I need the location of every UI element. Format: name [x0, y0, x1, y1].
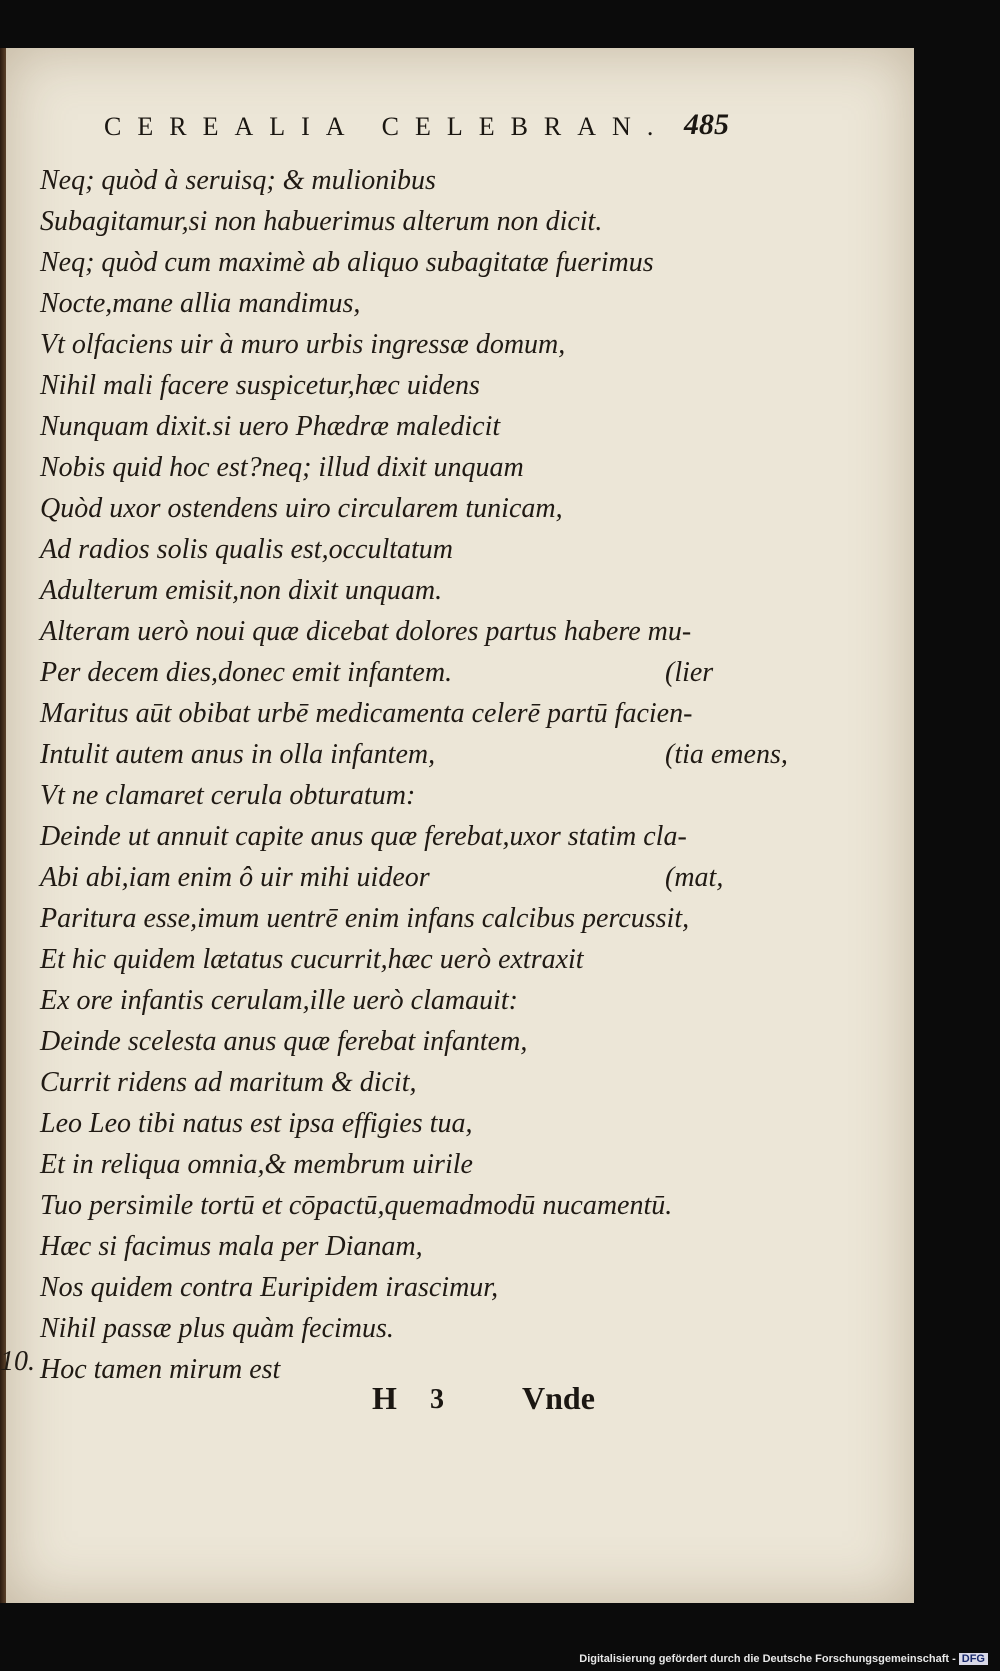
text-line-content: Intulit autem anus in olla infantem,: [40, 739, 436, 770]
text-line-content: Et in reliqua omnia,& membrum uirile: [40, 1149, 473, 1180]
text-line-content: Nocte,mane allia mandimus,: [40, 288, 361, 319]
text-line-content: Maritus aūt obibat urbē medicamenta celerē partū facien-: [40, 698, 693, 729]
text-line: [40, 693, 740, 734]
text-line: [40, 775, 740, 816]
text-line-content: Neq; quòd cum maximè ab aliquo subagitatæ fuerimus: [40, 247, 654, 278]
text-line: [40, 447, 740, 488]
text-line-content: Deinde ut annuit capite anus quæ ferebat,uxor statim cla-: [40, 821, 687, 852]
text-line-content: Vt ne clamaret cerula obturatum:: [40, 780, 416, 811]
digitization-footer: [579, 1653, 988, 1665]
text-line-content: Leo Leo tibi natus est ipsa effigies tua,: [40, 1108, 473, 1139]
text-line-content: Vt olfaciens uir à muro urbis ingressæ domum,: [40, 329, 566, 360]
text-line-content: Subagitamur,si non habuerimus alterum non dicit.: [40, 206, 603, 237]
dfg-logo: DFG: [959, 1653, 988, 1665]
text-line-content: Nobis quid hoc est?neq; illud dixit unquam: [40, 452, 524, 483]
text-line: [40, 406, 740, 447]
verse-text-block: [40, 160, 788, 1390]
running-title: CEREALIA CELEBRAN.: [104, 112, 670, 141]
text-line: [40, 488, 740, 529]
text-line: [40, 529, 740, 570]
text-line: [40, 160, 740, 201]
text-line-content: Deinde scelesta anus quæ ferebat infantem,: [40, 1026, 528, 1057]
text-line-content: Paritura esse,imum uentrē enim infans calcibus percussit,: [40, 903, 690, 934]
text-line: [40, 611, 740, 652]
text-line-content: Adulterum emisit,non dixit unquam.: [40, 575, 443, 606]
text-line: [40, 365, 740, 406]
text-line: [40, 1144, 740, 1185]
turnover-fragment: (mat,: [665, 862, 724, 893]
text-line-content: Hæc si facimus mala per Dianam,: [40, 1231, 423, 1262]
text-line: [40, 1103, 740, 1144]
text-line: [40, 1267, 740, 1308]
text-line: [40, 939, 740, 980]
page-number: 485: [684, 108, 729, 141]
text-line: [40, 201, 740, 242]
text-line-content: Neq; quòd à seruisq; & mulionibus: [40, 165, 436, 196]
text-line-content: Currit ridens ad maritum & dicit,: [40, 1067, 417, 1098]
text-line: [40, 1308, 740, 1349]
text-line-content: Quòd uxor ostendens uiro circularem tunicam,: [40, 493, 563, 524]
text-line: [40, 816, 740, 857]
signature-number: 3: [430, 1384, 444, 1415]
text-line-content: Et hic quidem lætatus cucurrit,hæc uerò extraxit: [40, 944, 584, 975]
text-line-content: Abi abi,iam enim ô uir mihi uideor: [40, 862, 430, 893]
text-line-content: Ex ore infantis cerulam,ille uerò clamauit:: [40, 985, 518, 1016]
text-line: [40, 1021, 740, 1062]
text-line: [40, 980, 740, 1021]
footer-credit: Digitalisierung gefördert durch die Deutsche Forschungsgemeinschaft -: [579, 1653, 956, 1665]
signature-letter: H: [372, 1380, 397, 1416]
text-line: [40, 1062, 740, 1103]
text-line: [40, 1185, 740, 1226]
turnover-fragment: (lier: [665, 657, 714, 688]
catchword: Vnde: [522, 1380, 595, 1416]
text-line-content: Nos quidem contra Euripidem irascimur,: [40, 1272, 499, 1303]
text-line-content: Ad radios solis qualis est,occultatum: [40, 534, 453, 565]
turnover-fragment: (tia emens,: [665, 739, 788, 770]
text-line: [40, 324, 740, 365]
text-line: [40, 242, 740, 283]
text-line: [40, 734, 788, 775]
text-line-content: Nihil passæ plus quàm fecimus.: [40, 1313, 394, 1344]
text-line-content: Nihil mali facere suspicetur,hæc uidens: [40, 370, 480, 401]
text-line: [40, 898, 740, 939]
text-line: [40, 570, 740, 611]
text-line: [40, 857, 740, 898]
text-line: [40, 652, 740, 693]
text-line-content: Nunquam dixit.si uero Phædræ maledicit: [40, 411, 501, 442]
text-line-content: Hoc tamen mirum est: [40, 1354, 281, 1385]
text-line-content: Per decem dies,donec emit infantem.: [40, 657, 453, 688]
text-line-content: Alteram uerò noui quæ dicebat dolores partus habere mu-: [40, 616, 692, 647]
text-line: [40, 283, 740, 324]
margin-line-number: 10.: [0, 1346, 35, 1377]
text-line: [40, 1226, 740, 1267]
text-line-content: Tuo persimile tortū et cōpactū,quemadmodū nucamentū.: [40, 1190, 673, 1221]
